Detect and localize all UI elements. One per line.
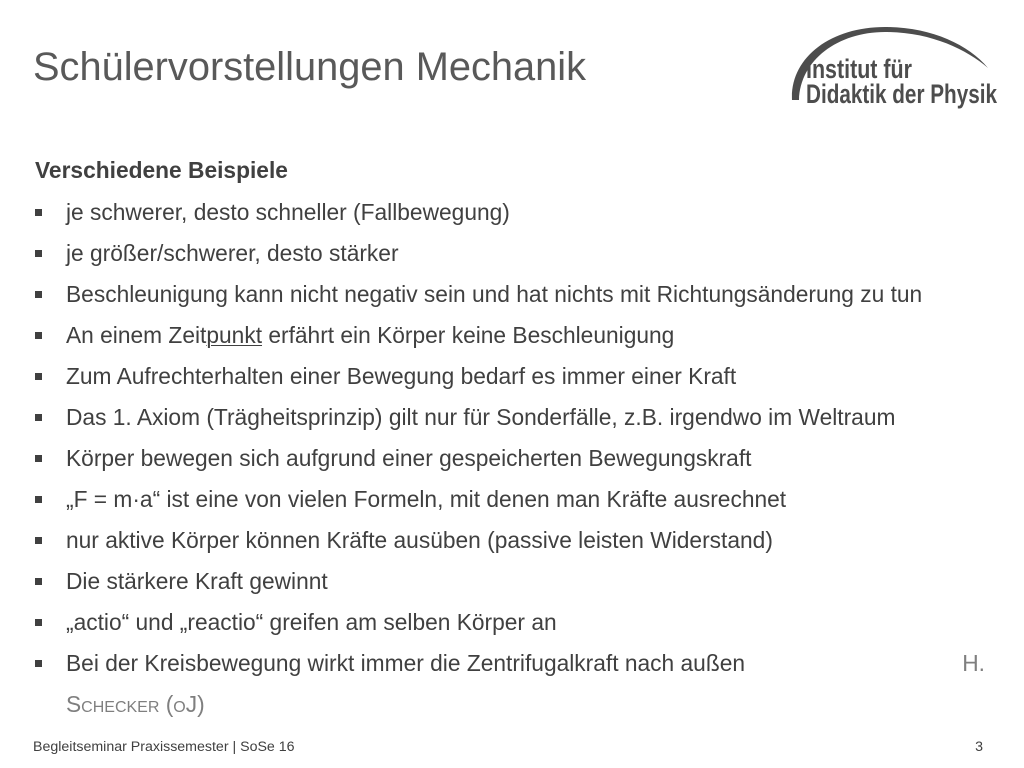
square-bullet-icon xyxy=(35,414,42,421)
square-bullet-icon xyxy=(35,332,42,339)
page-number: 3 xyxy=(975,739,983,755)
square-bullet-icon xyxy=(35,496,42,503)
attribution-name: Schecker (oJ) xyxy=(66,690,205,717)
footer-course-label: Begleitseminar Praxissemester | SoSe 16 xyxy=(33,739,295,755)
square-bullet-icon xyxy=(35,250,42,257)
bullet-item xyxy=(66,438,985,479)
bullet-text: „F = m·a“ ist eine von vielen Formeln, mit denen man Kräfte ausrechnet xyxy=(66,485,787,512)
slide-title: Schülervorstellungen Mechanik xyxy=(33,45,587,89)
bullet-text: je schwerer, desto schneller (Fallbewegung) xyxy=(66,198,510,225)
bullet-list xyxy=(66,192,985,684)
bullet-item xyxy=(66,356,985,397)
bullet-item xyxy=(66,479,985,520)
bullet-item xyxy=(66,561,985,602)
bullet-text-part: erfährt ein Körper keine Beschleunigung xyxy=(262,321,675,348)
section-heading: Verschiedene Beispiele xyxy=(35,157,288,183)
square-bullet-icon xyxy=(35,537,42,544)
square-bullet-icon xyxy=(35,373,42,380)
bullet-item xyxy=(66,520,985,561)
square-bullet-icon xyxy=(35,660,42,667)
logo-line-1: Institut für xyxy=(806,54,913,84)
square-bullet-icon xyxy=(35,619,42,626)
underlined-word-part: punkt xyxy=(206,321,263,348)
bullet-text: Bei der Kreisbewegung wirkt immer die Zentrifugalkraft nach außen xyxy=(66,649,746,676)
square-bullet-icon xyxy=(35,578,42,585)
bullet-text: Zum Aufrechterhalten einer Bewegung bedarf es immer einer Kraft xyxy=(66,362,737,389)
bullet-text: Beschleunigung kann nicht negativ sein und hat nichts mit Richtungsänderung zu tun xyxy=(66,280,923,307)
bullet-item xyxy=(66,192,985,233)
bullet-text-part: An einem Zeit xyxy=(66,321,207,348)
bullet-item xyxy=(66,397,985,438)
logo-line-2: Didaktik der Physik xyxy=(806,79,998,109)
institute-logo xyxy=(780,18,1010,114)
bullet-item xyxy=(66,643,985,684)
square-bullet-icon xyxy=(35,209,42,216)
bullet-text: Die stärkere Kraft gewinnt xyxy=(66,567,328,594)
square-bullet-icon xyxy=(35,455,42,462)
bullet-text: Körper bewegen sich aufgrund einer gespeicherten Bewegungskraft xyxy=(66,444,752,471)
bullet-item xyxy=(66,233,985,274)
bullet-text xyxy=(66,322,674,348)
bullet-text: nur aktive Körper können Kräfte ausüben (passive leisten Widerstand) xyxy=(66,526,773,553)
bullet-text: je größer/schwerer, desto stärker xyxy=(66,239,399,266)
bullet-item xyxy=(66,274,985,315)
bullet-item xyxy=(66,315,985,356)
bullet-text: Das 1. Axiom (Trägheitsprinzip) gilt nur für Sonderfälle, z.B. irgendwo im Weltraum xyxy=(66,403,896,430)
bullet-text: „actio“ und „reactio“ greifen am selben Körper an xyxy=(66,608,557,635)
bullet-item xyxy=(66,602,985,643)
attribution-initial: H. xyxy=(962,649,985,676)
square-bullet-icon xyxy=(35,291,42,298)
